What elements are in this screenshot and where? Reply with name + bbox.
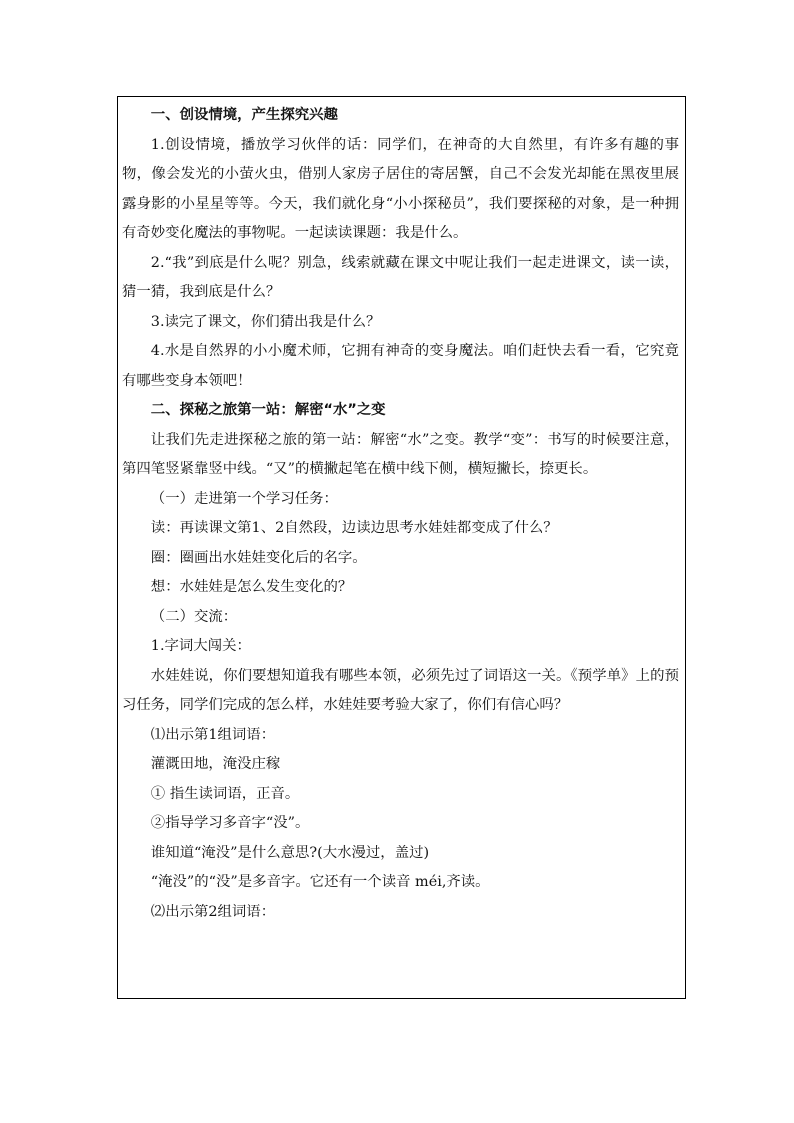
section-heading: 二、探秘之旅第一站：解密“水”之变 (150, 402, 386, 418)
body-paragraph: 读：再读课文第1、2自然段，边读边思考水娃娃都变成了什么？ (150, 520, 558, 536)
lesson-plan-table-cell (117, 96, 686, 999)
body-paragraph: （一）走进第一个学习任务： (150, 490, 338, 507)
body-paragraph: 谁知道“淹没”是什么意思?(大水漫过，盖过) (150, 844, 430, 861)
body-paragraph: 让我们先走进探秘之旅的第一站：解密“水”之变。教学“变”：书写的时候要注意，第四笔竖紧靠竖中线。“又”的横撇起笔在横中线下侧，横短撇长，捺更长。 (122, 431, 679, 477)
body-paragraph: 灌溉田地，淹没庄稼 (150, 756, 281, 772)
body-paragraph: 水娃娃说，你们要想知道我有哪些本领，必须先过了词语这一关。《预学单》上的预习任务，同学们完成的怎么样，水娃娃要考验大家了，你们有信心吗？ (122, 667, 679, 713)
body-paragraph: （二）交流： (150, 608, 238, 625)
body-paragraph: “淹没”的“没”是多音字。它还有一个读音 méi,齐读。 (150, 874, 490, 890)
body-paragraph: 1.创设情境，播放学习伙伴的话：同学们，在神奇的大自然里，有许多有趣的事物，像会发光的小萤火虫，借别人家房子居住的寄居蟹，自己不会发光却能在黑夜里展露身影的小星星等等。今天，我们就化身“小小探秘员”，我们要探秘的对象，是一种拥有奇妙变化魔法的事物呢。一起读读课题：我是什么。 (122, 136, 679, 241)
body-paragraph: 圈：圈画出水娃娃变化后的名字。 (150, 549, 367, 566)
body-paragraph: ⑵出示第2组词语： (150, 903, 276, 920)
body-paragraph: 想：水娃娃是怎么发生变化的？ (150, 579, 353, 595)
body-paragraph: ⑴出示第1组词语： (150, 726, 276, 743)
body-paragraph: 3.读完了课文，你们猜出我是什么？ (150, 313, 381, 330)
section-heading: 一、创设情境，产生探究兴趣 (150, 107, 338, 123)
body-paragraph: ① 指生读词语，正音。 (150, 785, 300, 802)
body-paragraph: 1.字词大闯关： (150, 638, 251, 654)
body-paragraph: 4.水是自然界的小小魔术师，它拥有神奇的变身魔法。咱们赶快去看一看，它究竟有哪些变身本领吧！ (122, 343, 679, 389)
body-paragraph: 2.“我”到底是什么呢？别急，线索就藏在课文中呢让我们一起走进课文，读一读，猜一猜，我到底是什么？ (122, 254, 679, 300)
body-paragraph: ②指导学习多音字“没”。 (150, 815, 310, 831)
